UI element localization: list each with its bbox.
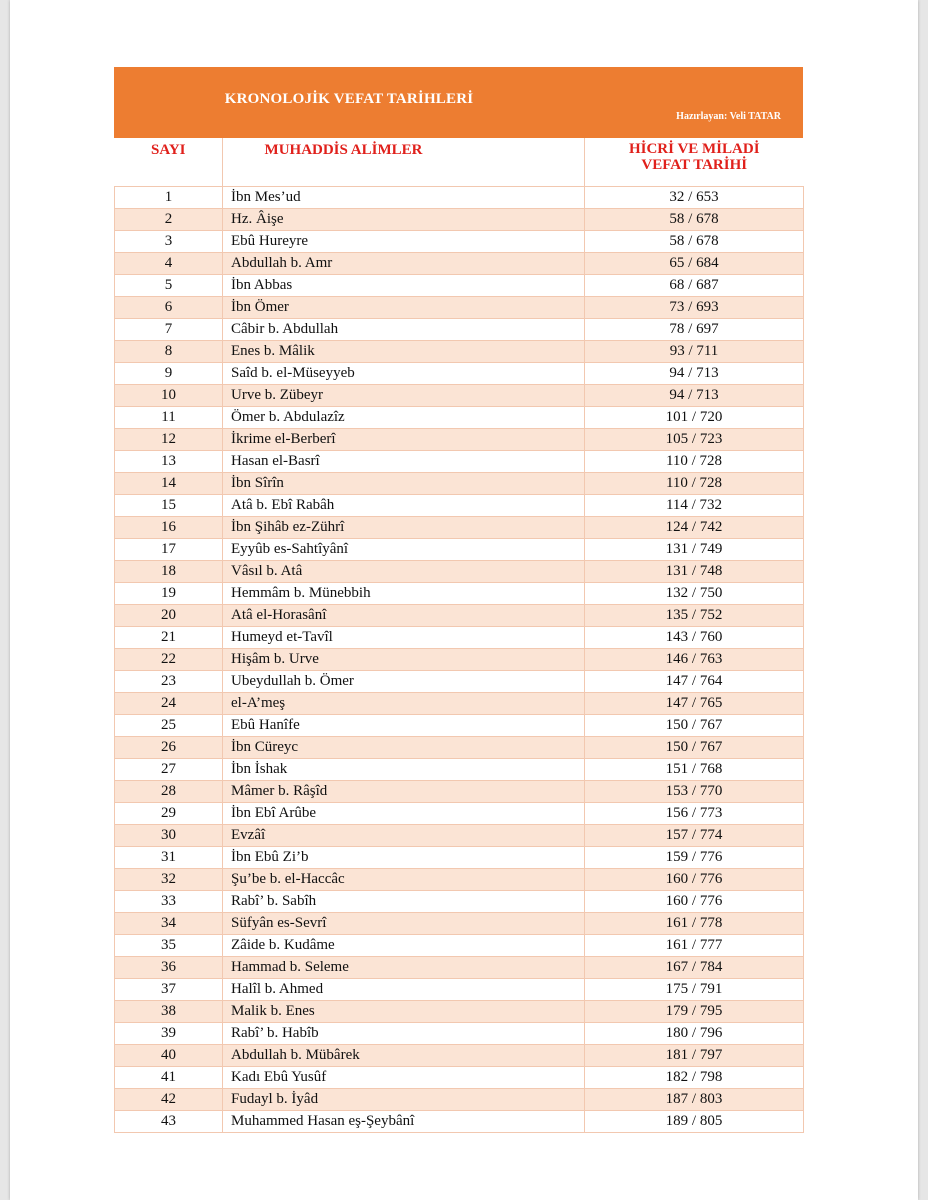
death-date-cell: 65 / 684 [585,253,804,275]
scholar-name-cell: Hemmâm b. Münebbih [223,583,585,605]
death-date-cell: 78 / 697 [585,319,804,341]
death-date-cell: 161 / 778 [585,913,804,935]
table-row [115,957,804,979]
row-number-cell: 34 [115,913,223,935]
scholar-name-cell: Ömer b. Abdulazîz [223,407,585,429]
table-row [115,539,804,561]
table-row [115,693,804,715]
death-date-cell: 150 / 767 [585,715,804,737]
death-date-cell: 160 / 776 [585,891,804,913]
row-number-cell: 33 [115,891,223,913]
scholar-name-cell: Kadı Ebû Yusûf [223,1067,585,1089]
scholar-name-cell: Rabî’ b. Habîb [223,1023,585,1045]
scholar-name-cell: Vâsıl b. Atâ [223,561,585,583]
table-row [115,473,804,495]
death-date-cell: 110 / 728 [585,473,804,495]
death-date-cell: 135 / 752 [585,605,804,627]
row-number-cell: 4 [115,253,223,275]
scholar-name-cell: İkrime el-Berberî [223,429,585,451]
table-row [115,407,804,429]
death-date-cell: 175 / 791 [585,979,804,1001]
scholar-name-cell: Halîl b. Ahmed [223,979,585,1001]
row-number-cell: 27 [115,759,223,781]
table-row [115,1045,804,1067]
row-number-cell: 29 [115,803,223,825]
table-row [115,253,804,275]
row-number-cell: 13 [115,451,223,473]
scholar-name-cell: Mâmer b. Râşîd [223,781,585,803]
table-row [115,187,804,209]
row-number-cell: 11 [115,407,223,429]
death-date-cell: 179 / 795 [585,1001,804,1023]
table-row [115,341,804,363]
table-row [115,385,804,407]
row-number-cell: 36 [115,957,223,979]
death-date-cell: 181 / 797 [585,1045,804,1067]
row-number-cell: 3 [115,231,223,253]
scholar-name-cell: İbn Sîrîn [223,473,585,495]
table-row [115,319,804,341]
table-row [115,627,804,649]
row-number-cell: 40 [115,1045,223,1067]
row-number-cell: 25 [115,715,223,737]
scholar-name-cell: Ebû Hanîfe [223,715,585,737]
death-date-cell: 105 / 723 [585,429,804,451]
table-row [115,429,804,451]
row-number-cell: 39 [115,1023,223,1045]
page-title: KRONOLOJİK VEFAT TARİHLERİ [224,91,474,107]
table-row [115,605,804,627]
scholars-table [114,138,804,1133]
row-number-cell: 26 [115,737,223,759]
death-date-cell: 156 / 773 [585,803,804,825]
scholar-name-cell: el-A’meş [223,693,585,715]
scholar-name-cell: Câbir b. Abdullah [223,319,585,341]
table-row [115,495,804,517]
table-row [115,781,804,803]
row-number-cell: 9 [115,363,223,385]
scholar-name-cell: Atâ el-Horasânî [223,605,585,627]
death-date-cell: 131 / 749 [585,539,804,561]
scholar-name-cell: Hz. Âişe [223,209,585,231]
death-date-cell: 93 / 711 [585,341,804,363]
row-number-cell: 1 [115,187,223,209]
table-row [115,913,804,935]
death-date-cell: 143 / 760 [585,627,804,649]
death-date-cell: 189 / 805 [585,1111,804,1133]
scholar-name-cell: Humeyd et-Tavîl [223,627,585,649]
row-number-cell: 18 [115,561,223,583]
scholar-name-cell: İbn Şihâb ez-Zührî [223,517,585,539]
death-date-cell: 94 / 713 [585,385,804,407]
table-row [115,737,804,759]
row-number-cell: 28 [115,781,223,803]
death-date-cell: 160 / 776 [585,869,804,891]
row-number-cell: 42 [115,1089,223,1111]
scholar-name-cell: Süfyân es-Sevrî [223,913,585,935]
row-number-cell: 5 [115,275,223,297]
table-row [115,297,804,319]
column-header-date [585,138,804,187]
scholar-name-cell: Ubeydullah b. Ömer [223,671,585,693]
scholar-name-cell: İbn İshak [223,759,585,781]
table-row [115,649,804,671]
scholar-name-cell: Enes b. Mâlik [223,341,585,363]
column-header-scholars: MUHADDİS ALİMLER [223,138,585,187]
row-number-cell: 30 [115,825,223,847]
scholar-name-cell: Malik b. Enes [223,1001,585,1023]
scholar-name-cell: Rabî’ b. Sabîh [223,891,585,913]
row-number-cell: 14 [115,473,223,495]
scholar-name-cell: Urve b. Zübeyr [223,385,585,407]
table-row [115,275,804,297]
death-dates-sheet [114,67,803,1133]
scholar-name-cell: Şu’be b. el-Haccâc [223,869,585,891]
row-number-cell: 7 [115,319,223,341]
row-number-cell: 8 [115,341,223,363]
table-row [115,1089,804,1111]
row-number-cell: 41 [115,1067,223,1089]
table-row [115,715,804,737]
table-row [115,561,804,583]
scholar-name-cell: Muhammed Hasan eş-Şeybânî [223,1111,585,1133]
scholar-name-cell: Ebû Hureyre [223,231,585,253]
row-number-cell: 10 [115,385,223,407]
row-number-cell: 16 [115,517,223,539]
table-row [115,363,804,385]
row-number-cell: 37 [115,979,223,1001]
death-date-cell: 153 / 770 [585,781,804,803]
scholar-name-cell: İbn Abbas [223,275,585,297]
death-date-cell: 131 / 748 [585,561,804,583]
death-date-cell: 124 / 742 [585,517,804,539]
row-number-cell: 12 [115,429,223,451]
death-date-cell: 159 / 776 [585,847,804,869]
row-number-cell: 32 [115,869,223,891]
death-date-cell: 187 / 803 [585,1089,804,1111]
scholar-name-cell: Abdullah b. Mübârek [223,1045,585,1067]
table-row [115,847,804,869]
death-date-cell: 68 / 687 [585,275,804,297]
row-number-cell: 24 [115,693,223,715]
row-number-cell: 35 [115,935,223,957]
table-row [115,583,804,605]
table-row [115,825,804,847]
table-row [115,231,804,253]
scholar-name-cell: Hişâm b. Urve [223,649,585,671]
death-date-cell: 110 / 728 [585,451,804,473]
row-number-cell: 17 [115,539,223,561]
table-row [115,979,804,1001]
table-header-row [115,138,804,187]
death-date-cell: 58 / 678 [585,209,804,231]
scholar-name-cell: Zâide b. Kudâme [223,935,585,957]
scholar-name-cell: İbn Ebû Zi’b [223,847,585,869]
row-number-cell: 21 [115,627,223,649]
death-date-cell: 32 / 653 [585,187,804,209]
table-row [115,869,804,891]
death-date-cell: 151 / 768 [585,759,804,781]
death-date-cell: 150 / 767 [585,737,804,759]
scholar-name-cell: Atâ b. Ebî Rabâh [223,495,585,517]
death-date-cell: 180 / 796 [585,1023,804,1045]
table-row [115,209,804,231]
scholar-name-cell: Fudayl b. İyâd [223,1089,585,1111]
row-number-cell: 2 [115,209,223,231]
death-date-cell: 58 / 678 [585,231,804,253]
column-header-number: SAYI [115,138,223,187]
table-row [115,1023,804,1045]
death-date-cell: 73 / 693 [585,297,804,319]
table-row [115,451,804,473]
table-row [115,1111,804,1133]
death-date-cell: 101 / 720 [585,407,804,429]
scholar-name-cell: İbn Cüreyc [223,737,585,759]
scholar-name-cell: Saîd b. el-Müseyyeb [223,363,585,385]
row-number-cell: 23 [115,671,223,693]
row-number-cell: 15 [115,495,223,517]
death-date-cell: 161 / 777 [585,935,804,957]
scholar-name-cell: Hammad b. Seleme [223,957,585,979]
scholar-name-cell: İbn Ömer [223,297,585,319]
column-header-date-line1: HİCRİ VE MİLADİ [628,141,760,157]
table-row [115,1001,804,1023]
author-credit: Hazırlayan: Veli TATAR [676,111,781,122]
death-date-cell: 157 / 774 [585,825,804,847]
death-date-cell: 182 / 798 [585,1067,804,1089]
scholar-name-cell: İbn Mes’ud [223,187,585,209]
death-date-cell: 114 / 732 [585,495,804,517]
row-number-cell: 6 [115,297,223,319]
row-number-cell: 22 [115,649,223,671]
table-row [115,759,804,781]
row-number-cell: 43 [115,1111,223,1133]
table-row [115,891,804,913]
row-number-cell: 38 [115,1001,223,1023]
row-number-cell: 31 [115,847,223,869]
table-row [115,803,804,825]
table-row [115,1067,804,1089]
death-date-cell: 147 / 764 [585,671,804,693]
death-date-cell: 94 / 713 [585,363,804,385]
table-row [115,671,804,693]
scholar-name-cell: İbn Ebî Arûbe [223,803,585,825]
table-body [115,187,804,1133]
death-date-cell: 147 / 765 [585,693,804,715]
scholar-name-cell: Abdullah b. Amr [223,253,585,275]
death-date-cell: 132 / 750 [585,583,804,605]
scholar-name-cell: Eyyûb es-Sahtîyânî [223,539,585,561]
document-page [10,0,918,1200]
scholar-name-cell: Hasan el-Basrî [223,451,585,473]
row-number-cell: 20 [115,605,223,627]
title-banner [114,67,803,138]
table-row [115,935,804,957]
scholar-name-cell: Evzâî [223,825,585,847]
row-number-cell: 19 [115,583,223,605]
death-date-cell: 167 / 784 [585,957,804,979]
column-header-date-line2: VEFAT TARİHİ [641,157,748,173]
table-row [115,517,804,539]
death-date-cell: 146 / 763 [585,649,804,671]
